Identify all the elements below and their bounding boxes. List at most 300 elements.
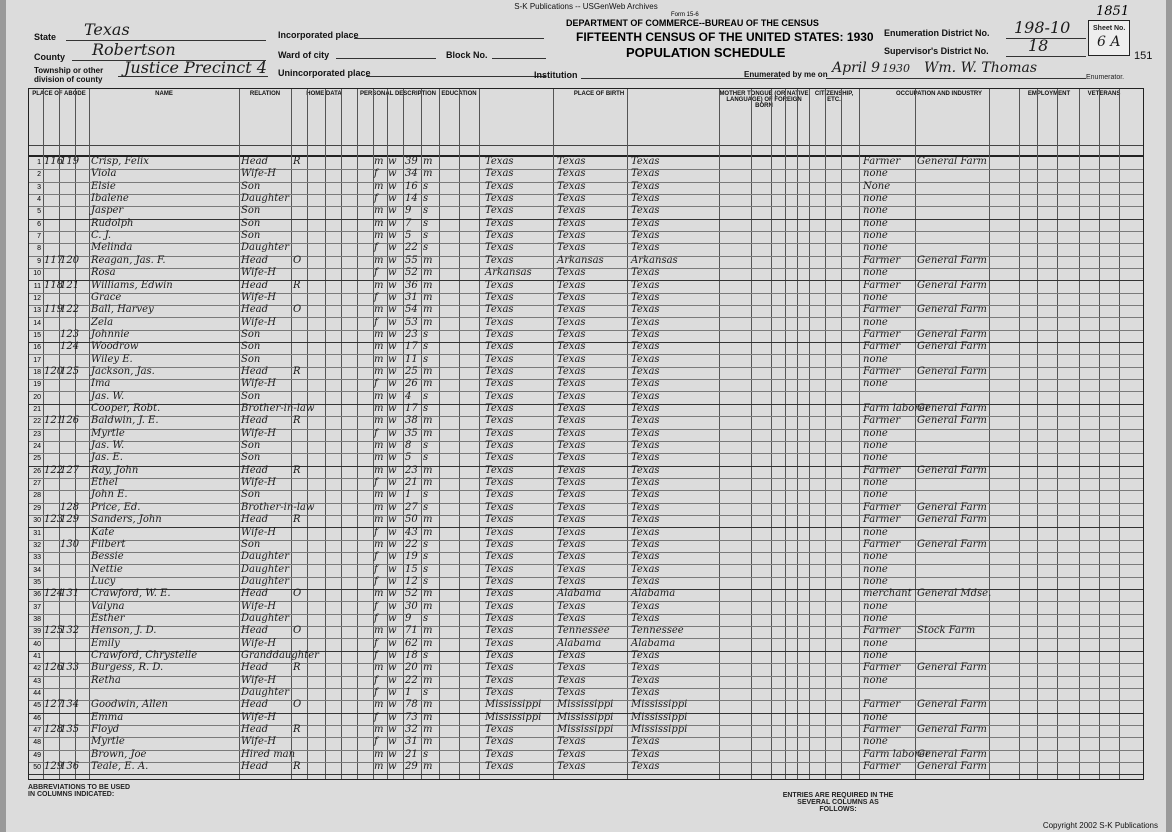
cell-fbp: Texas [557,440,586,452]
line-number: 16 [33,344,41,352]
cell-race: w [388,168,397,180]
cell-age: 17 [405,403,418,414]
township-value: Justice Precinct 4 [124,58,267,77]
line-number: 44 [33,690,41,698]
cell-ms: s [423,217,429,229]
cell-occ: Farmer [863,514,901,526]
section-veterans: VETERANS [1087,91,1121,97]
line-number: 23 [33,430,41,438]
cell-mbp: Texas [631,193,660,205]
section-name: NAME [155,91,173,97]
block-label: Block No. [446,50,488,60]
cell-bp: Texas [485,526,514,538]
cell-occ: Farmer [863,699,901,711]
cell-ind: General Farm [917,341,987,353]
cell-bp: Texas [485,748,514,760]
cell-occ: Farmer [863,662,901,674]
line-number: 10 [33,270,41,278]
abbreviations-title: ABBREVIATIONS TO BE USED IN COLUMNS INDICATED: [28,784,131,798]
cell-rel: Head [241,514,269,526]
cell-ms: m [423,736,433,748]
cell-age: 17 [405,341,418,353]
line-number: 3 [37,183,41,191]
cell-mbp: Texas [631,440,660,452]
cell-home: O [293,699,302,711]
cell-ms: m [423,724,433,736]
section-employment: EMPLOYMENT [1027,91,1071,97]
cell-occ: Farmer [863,538,901,550]
census-title: FIFTEENTH CENSUS OF THE UNITED STATES: 1930 [576,30,874,44]
cell-dw: 123 [44,514,64,526]
cell-race: w [388,205,397,217]
cell-occ: Farmer [863,464,901,476]
cell-race: w [388,217,397,229]
cell-ind: General Farm [917,156,987,167]
cell-bp: Texas [485,390,514,402]
cell-name: Crawford, W. E. [91,588,171,600]
cell-race: w [388,156,397,167]
cell-fbp: Texas [557,168,586,180]
grid-header [29,89,1143,157]
cell-fam: 128 [60,501,80,513]
cell-ind: General Farm [917,501,987,513]
cell-age: 62 [405,637,418,649]
cell-mbp: Texas [631,291,660,303]
cell-bp: Texas [485,279,514,291]
cell-occ: none [863,205,888,217]
line-number: 25 [33,455,41,463]
cell-age: 36 [405,279,418,291]
cell-occ: none [863,650,888,661]
cell-rel: Head [241,254,269,266]
cell-bp: Texas [485,205,514,217]
cell-mbp: Texas [631,514,660,526]
cell-ms: m [423,625,433,637]
cell-bp: Texas [485,650,514,661]
cell-name: Myrtle [91,427,125,439]
cell-occ: none [863,736,888,748]
cell-name: Crawford, Chrystelle [91,650,198,661]
cell-rel: Wife-H [241,291,277,303]
cell-name: Grace [91,291,122,303]
cell-fam: 125 [60,365,80,377]
cell-fbp: Texas [557,761,586,773]
cell-race: w [388,267,397,279]
cell-bp: Texas [485,538,514,550]
cell-bp: Texas [485,724,514,736]
cell-fbp: Texas [557,650,586,661]
cell-occ: none [863,575,888,587]
cell-fbp: Texas [557,600,586,612]
line-number: 15 [33,331,41,339]
line-number: 18 [33,368,41,376]
cell-name: Elsie [91,180,116,192]
cell-name: Melinda [91,242,133,254]
cell-age: 12 [405,575,418,587]
cell-fbp: Texas [557,674,586,686]
line-number: 39 [33,628,41,636]
cell-age: 5 [405,452,412,464]
line-number: 35 [33,578,41,586]
cell-rel: Son [241,180,261,192]
cell-mbp: Arkansas [631,254,678,266]
cell-mbp: Texas [631,662,660,674]
cell-mbp: Texas [631,612,660,624]
enum-district-label: Enumeration District No. [884,28,990,38]
cell-sex: m [374,415,384,427]
cell-race: w [388,403,397,414]
cell-race: w [388,514,397,526]
cell-ind: General Farm [917,365,987,377]
cell-sex: m [374,440,384,452]
cell-sex: f [374,563,378,575]
cell-age: 38 [405,415,418,427]
line-number: 27 [33,480,41,488]
cell-sex: m [374,230,384,242]
cell-name: Emily [91,637,120,649]
cell-fbp: Texas [557,514,586,526]
cell-bp: Texas [485,687,514,699]
cell-bp: Texas [485,328,514,340]
cell-age: 25 [405,365,418,377]
cell-name: Zela [91,316,114,328]
cell-race: w [388,230,397,242]
cell-age: 78 [405,699,418,711]
cell-sex: f [374,711,378,723]
cell-sex: f [374,242,378,254]
cell-ms: s [423,230,429,242]
cell-rel: Wife-H [241,674,277,686]
cell-fbp: Texas [557,316,586,328]
cell-occ: none [863,612,888,624]
cell-rel: Wife-H [241,267,277,279]
unincorporated-line [366,76,546,77]
cell-mbp: Texas [631,477,660,489]
cell-age: 52 [405,267,418,279]
cell-ms: s [423,403,429,414]
cell-name: Nettie [91,563,123,575]
line-number: 14 [33,319,41,327]
cell-age: 31 [405,736,418,748]
cell-fbp: Texas [557,477,586,489]
cell-bp: Texas [485,365,514,377]
cell-mbp: Texas [631,168,660,180]
section-relation: RELATION [249,91,281,97]
cell-ms: m [423,427,433,439]
cell-fbp: Texas [557,304,586,316]
line-number: 47 [33,727,41,735]
cell-fbp: Alabama [557,588,602,600]
cell-age: 29 [405,761,418,773]
cell-mbp: Texas [631,205,660,217]
ward-label: Ward of city [278,50,330,60]
cell-bp: Texas [485,242,514,254]
cell-mbp: Texas [631,761,660,773]
cell-ind: General Farm [917,304,987,316]
line-number: 50 [33,764,41,772]
cell-race: w [388,341,397,353]
cell-mbp: Texas [631,575,660,587]
incorporated-line [354,38,544,39]
enumeration-year: 1930 [882,62,910,75]
county-label: County [34,52,65,62]
cell-fbp: Texas [557,242,586,254]
cell-race: w [388,427,397,439]
line-number: 24 [33,443,41,451]
cell-ms: m [423,464,433,476]
cell-race: w [388,674,397,686]
cell-dw: 120 [44,365,64,377]
cell-rel: Son [241,440,261,452]
cell-age: 73 [405,711,418,723]
line-number: 32 [33,541,41,549]
cell-rel: Son [241,390,261,402]
cell-mbp: Texas [631,452,660,464]
cell-ms: s [423,390,429,402]
cell-fbp: Texas [557,526,586,538]
cell-rel: Wife-H [241,526,277,538]
cell-age: 30 [405,600,418,612]
cell-age: 1 [405,687,412,699]
cell-name: Jasper [91,205,124,217]
sheet-number-box [1088,20,1130,56]
cell-age: 18 [405,650,418,661]
cell-mbp: Texas [631,279,660,291]
cell-rel: Son [241,205,261,217]
state-label: State [34,32,57,42]
cell-fbp: Texas [557,341,586,353]
cell-sex: f [374,193,378,205]
cell-ms: s [423,440,429,452]
cell-occ: none [863,637,888,649]
cell-name: Jas. W. [91,440,125,452]
cell-bp: Texas [485,403,514,414]
cell-race: w [388,526,397,538]
cell-name: Kate [91,526,115,538]
line-number: 8 [37,245,41,253]
cell-rel: Son [241,217,261,229]
cell-ms: s [423,452,429,464]
cell-age: 8 [405,440,412,452]
cell-race: w [388,353,397,365]
cell-rel: Head [241,415,269,427]
cell-occ: none [863,674,888,686]
cell-race: w [388,464,397,476]
cell-sex: m [374,403,384,414]
cell-fbp: Texas [557,501,586,513]
line-number: 31 [33,529,41,537]
cell-mbp: Texas [631,687,660,699]
line-number: 45 [33,702,41,710]
cell-ms: s [423,341,429,353]
cell-bp: Texas [485,575,514,587]
cell-age: 20 [405,662,418,674]
cell-sex: f [374,477,378,489]
cell-mbp: Texas [631,304,660,316]
cell-race: w [388,600,397,612]
cell-occ: Farmer [863,365,901,377]
cell-age: 11 [405,353,418,365]
cell-bp: Texas [485,193,514,205]
line-number: 7 [37,233,41,241]
line-number: 26 [33,467,41,475]
cell-rel: Head [241,761,269,773]
cell-age: 9 [405,205,412,217]
cell-bp: Texas [485,501,514,513]
line-number: 12 [33,294,41,302]
cell-rel: Daughter [241,612,289,624]
cell-ms: m [423,365,433,377]
cell-rel: Daughter [241,242,289,254]
cell-bp: Texas [485,477,514,489]
cell-ms: m [423,156,433,167]
cell-ind: General Farm [917,403,987,414]
cell-race: w [388,538,397,550]
cell-occ: Farmer [863,304,901,316]
cell-fbp: Texas [557,353,586,365]
cell-dw: 122 [44,464,64,476]
cell-ms: s [423,328,429,340]
cell-ms: m [423,588,433,600]
cell-bp: Mississippi [485,699,542,711]
cell-dw: 125 [44,625,64,637]
cell-home: R [293,415,301,427]
cell-fbp: Texas [557,464,586,476]
line-number: 40 [33,640,41,648]
cell-bp: Texas [485,452,514,464]
line-number: 2 [37,171,41,179]
cell-mbp: Texas [631,242,660,254]
cell-fbp: Texas [557,415,586,427]
cell-rel: Head [241,279,269,291]
cell-fam: 127 [60,464,80,476]
cell-mbp: Texas [631,316,660,328]
cell-ind: General Mdse. [917,588,992,600]
cell-bp: Texas [485,180,514,192]
cell-rel: Head [241,662,269,674]
cell-fbp: Texas [557,563,586,575]
side-page-number: 151 [1134,50,1153,62]
cell-age: 31 [405,291,418,303]
cell-bp: Texas [485,378,514,390]
cell-dw: 124 [44,588,64,600]
cell-rel: Wife-H [241,477,277,489]
cell-ind: General Farm [917,254,987,266]
line-number: 48 [33,739,41,747]
cell-bp: Texas [485,230,514,242]
cell-ms: m [423,168,433,180]
cell-rel: Hired man [241,748,296,760]
line-number: 6 [37,220,41,228]
cell-mbp: Mississippi [631,724,688,736]
copyright-notice: Copyright 2002 S-K Publications [1042,821,1158,830]
cell-ms: s [423,353,429,365]
cell-rel: Son [241,341,261,353]
cell-ms: m [423,637,433,649]
line-number: 20 [33,393,41,401]
cell-name: Bessie [91,551,124,563]
cell-bp: Texas [485,316,514,328]
cell-rel: Wife-H [241,378,277,390]
cell-occ: Farm laborer [863,403,930,414]
cell-fam: 135 [60,724,80,736]
cell-sex: m [374,489,384,501]
cell-rel: Granddaughter [241,650,319,661]
cell-sex: m [374,538,384,550]
cell-sex: f [374,378,378,390]
cell-bp: Texas [485,427,514,439]
cell-fbp: Mississippi [557,699,614,711]
cell-fbp: Texas [557,538,586,550]
cell-name: Crisp, Felix [91,156,149,167]
cell-sex: m [374,761,384,773]
cell-fbp: Alabama [557,637,602,649]
cell-age: 14 [405,193,418,205]
cell-occ: none [863,526,888,538]
cell-bp: Texas [485,440,514,452]
cell-dw: 118 [44,279,64,291]
cell-name: Sanders, John [91,514,162,526]
archive-banner: S-K Publications -- USGenWeb Archives [514,2,658,11]
line-number: 42 [33,665,41,673]
cell-bp: Arkansas [485,267,532,279]
ward-line [336,58,436,59]
cell-ind: General Farm [917,328,987,340]
cell-sex: m [374,328,384,340]
cell-ind: General Farm [917,464,987,476]
block-line [492,58,546,59]
line-number: 37 [33,603,41,611]
cell-fbp: Texas [557,378,586,390]
cell-mbp: Texas [631,156,660,167]
cell-name: Lucy [91,575,116,587]
cell-ms: s [423,687,429,699]
cell-fam: 123 [60,328,80,340]
cell-occ: none [863,291,888,303]
cell-bp: Texas [485,168,514,180]
cell-ms: s [423,180,429,192]
cell-sex: f [374,316,378,328]
schedule-title: POPULATION SCHEDULE [626,45,786,60]
cell-sex: m [374,279,384,291]
cell-mbp: Texas [631,464,660,476]
cell-ind: General Farm [917,415,987,427]
cell-rel: Son [241,452,261,464]
cell-name: Jackson, Jas. [91,365,155,377]
cell-fbp: Tennessee [557,625,610,637]
cell-name: Valyna [91,600,125,612]
cell-sex: f [374,291,378,303]
cell-mbp: Texas [631,341,660,353]
cell-mbp: Texas [631,180,660,192]
cell-sex: m [374,464,384,476]
enumerator-name: Wm. W. Thomas [924,60,1037,76]
cell-fbp: Mississippi [557,711,614,723]
cell-ms: s [423,612,429,624]
cell-fam: 121 [60,279,80,291]
cell-occ: none [863,563,888,575]
cell-fbp: Texas [557,291,586,303]
sheet-number-label: Sheet No. [1093,25,1126,32]
cell-sex: f [374,674,378,686]
section-mother-tongue: MOTHER TONGUE (OR NATIVE LANGUAGE) OF FOREIGN BORN [719,91,809,109]
cell-race: w [388,390,397,402]
cell-home: O [293,304,302,316]
line-number: 11 [33,282,41,290]
cell-fbp: Texas [557,217,586,229]
cell-age: 23 [405,464,418,476]
cell-bp: Texas [485,341,514,353]
